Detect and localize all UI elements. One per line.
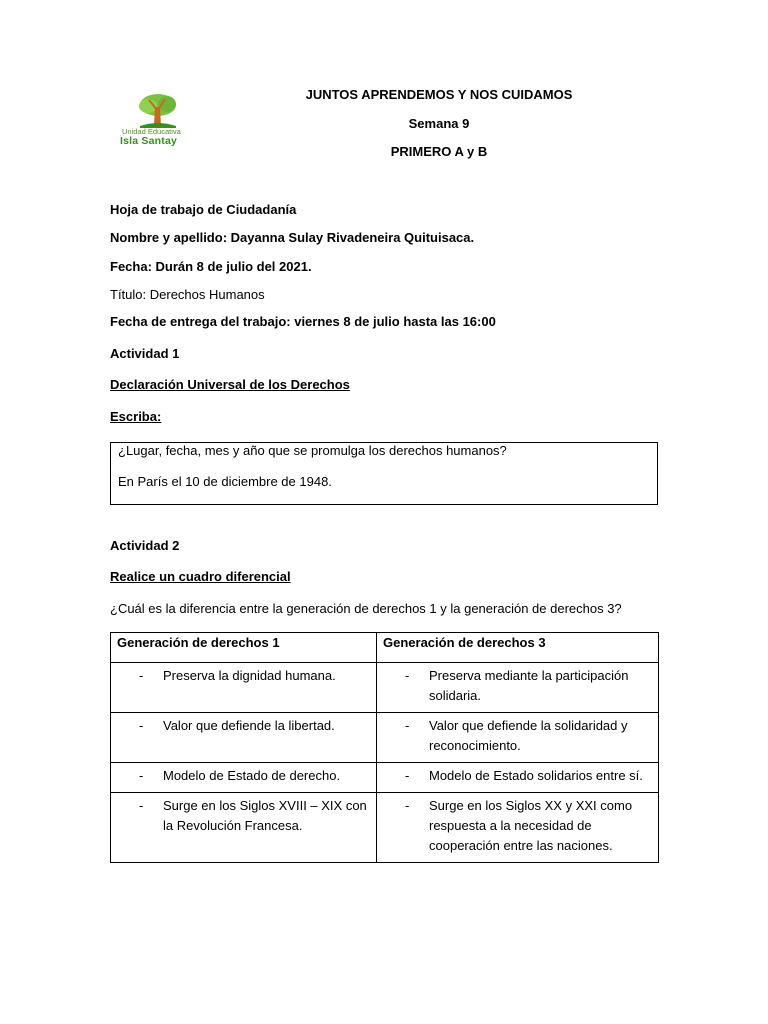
header-week: Semana 9 bbox=[408, 116, 470, 131]
table-cell bbox=[377, 663, 659, 713]
activity2-subtitle: Realice un cuadro diferencial bbox=[110, 569, 291, 584]
cell-text: Modelo de Estado de derecho. bbox=[163, 768, 341, 783]
cell-text: Surge en los Siglos XX y XXI como respuesta a la necesidad de cooperación entre las naciones. bbox=[429, 798, 633, 853]
cell-text: Preserva mediante la participación solidaria. bbox=[429, 668, 629, 703]
activity2-heading: Actividad 2 bbox=[110, 538, 180, 553]
table-row bbox=[111, 713, 659, 763]
table-cell bbox=[377, 763, 659, 793]
table-row bbox=[111, 793, 659, 863]
cell-text: Modelo de Estado solidarios entre sí. bbox=[429, 768, 643, 783]
activity1-question: ¿Lugar, fecha, mes y año que se promulga los derechos humanos? bbox=[118, 443, 507, 458]
bullet-dash: - bbox=[139, 798, 144, 813]
student-name: Nombre y apellido: Dayanna Sulay Rivadeneira Quituisaca. bbox=[110, 230, 475, 245]
delivery-date: Fecha de entrega del trabajo: viernes 8 de julio hasta las 16:00 bbox=[110, 314, 496, 329]
title-value: Derechos Humanos bbox=[149, 287, 265, 302]
logo-line1: Unidad Educativa bbox=[122, 127, 181, 136]
header-course: PRIMERO A y B bbox=[390, 144, 488, 159]
bullet-dash: - bbox=[405, 668, 410, 683]
bullet-dash: - bbox=[405, 718, 410, 733]
table-header-row bbox=[111, 633, 659, 663]
table-cell bbox=[111, 663, 377, 713]
header-title: JUNTOS APRENDEMOS Y NOS CUIDAMOS bbox=[305, 87, 573, 102]
answer-box bbox=[110, 442, 658, 505]
table-cell bbox=[111, 713, 377, 763]
cell-text: Valor que defiende la solidaridad y reconocimiento. bbox=[429, 718, 628, 753]
activity1-subtitle: Declaración Universal de los Derechos bbox=[110, 377, 350, 392]
activity1-instruction: Escriba: bbox=[110, 409, 162, 424]
activity1-answer: En París el 10 de diciembre de 1948. bbox=[118, 474, 332, 489]
table-cell bbox=[377, 713, 659, 763]
cell-text: Preserva la dignidad humana. bbox=[163, 668, 336, 683]
logo-line2: Isla Santay bbox=[120, 135, 178, 147]
table-cell bbox=[111, 793, 377, 863]
table-row bbox=[111, 663, 659, 713]
activity2-question: ¿Cuál es la diferencia entre la generación de derechos 1 y la generación de derechos 3? bbox=[110, 601, 622, 616]
table-cell bbox=[111, 763, 377, 793]
activity1-heading: Actividad 1 bbox=[110, 346, 180, 361]
bullet-dash: - bbox=[139, 668, 144, 683]
cell-text: Surge en los Siglos XVIII – XIX con la Revolución Francesa. bbox=[163, 798, 367, 833]
comparison-table bbox=[110, 632, 659, 863]
bullet-dash: - bbox=[405, 798, 410, 813]
cell-text: Valor que defiende la libertad. bbox=[163, 718, 335, 733]
title-line bbox=[110, 287, 265, 302]
date-line: Fecha: Durán 8 de julio del 2021. bbox=[110, 259, 312, 274]
bullet-dash: - bbox=[405, 768, 410, 783]
bullet-dash: - bbox=[139, 768, 144, 783]
bullet-dash: - bbox=[139, 718, 144, 733]
tree-logo-icon bbox=[118, 92, 208, 132]
table-cell bbox=[377, 793, 659, 863]
table-header-gen3: Generación de derechos 3 bbox=[377, 633, 659, 663]
school-logo bbox=[118, 92, 208, 148]
table-header-gen1: Generación de derechos 1 bbox=[111, 633, 377, 663]
title-label: Título: bbox=[110, 287, 147, 302]
sheet-title: Hoja de trabajo de Ciudadanía bbox=[110, 202, 297, 217]
table-row bbox=[111, 763, 659, 793]
